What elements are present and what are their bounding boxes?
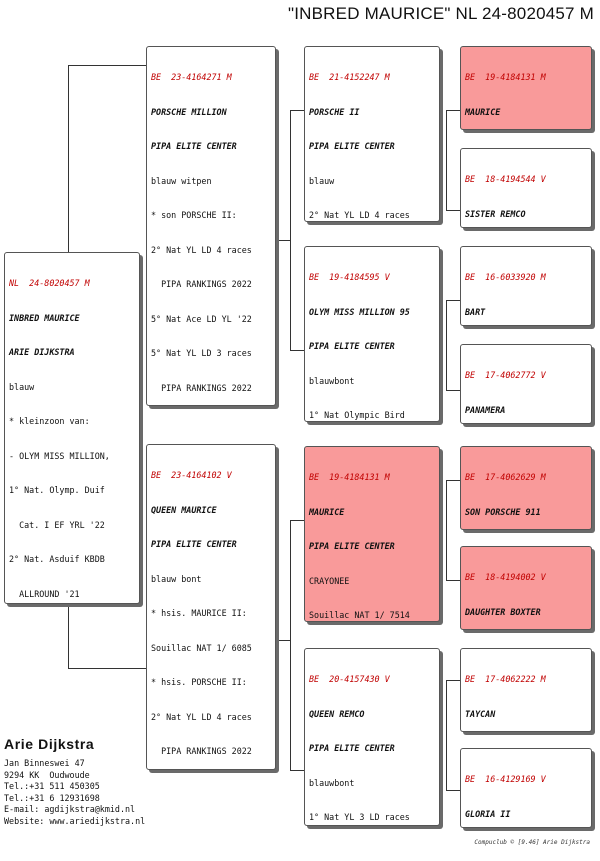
- owner-phone: Tel.:+31 511 450305: [4, 781, 100, 792]
- owner-address: Jan Binneswei 47: [4, 758, 85, 768]
- owner-website[interactable]: Website: www.ariedijkstra.nl: [4, 815, 146, 826]
- pedigree-card-fmm[interactable]: [460, 344, 592, 424]
- ring-number: NL 24-8020457 M: [9, 278, 90, 288]
- connector-line: [446, 580, 460, 581]
- info-line: * hsis. PORSCHE II:: [151, 677, 247, 687]
- pigeon-name: MAURICE: [309, 506, 345, 517]
- breeder-name: PIPA ELITE CENTER: [309, 341, 395, 351]
- connector-line: [446, 110, 460, 111]
- pigeon-name: QUEEN MAURICE: [151, 504, 217, 515]
- info-line: Cat. I EF YRL '22: [9, 519, 105, 530]
- pedigree-card-ffm[interactable]: [460, 148, 592, 228]
- owner-name: Arie Dijkstra: [4, 736, 95, 752]
- pigeon-name: OLYM MISS MILLION 95: [309, 306, 410, 317]
- connector-line: [446, 300, 460, 301]
- pigeon-name: TAYCAN: [465, 708, 496, 719]
- connector-line: [276, 640, 290, 641]
- connector-line: [446, 480, 447, 580]
- ring-number: BE 19-4184131 M: [465, 72, 546, 82]
- breeder-name: ARIE DIJKSTRA: [9, 347, 75, 357]
- ring-number: BE 16-4129169 V: [465, 774, 546, 784]
- info-line: blauwbont: [309, 777, 355, 788]
- info-line: PIPA RANKINGS 2022: [151, 746, 252, 756]
- connector-line: [68, 65, 69, 255]
- connector-line: [68, 668, 146, 669]
- pedigree-card-mmf[interactable]: [460, 648, 592, 732]
- pigeon-name: QUEEN REMCO: [309, 708, 365, 719]
- info-line: 2° Nat. Asduif KBDB: [9, 554, 105, 564]
- info-line: blauwbont: [309, 375, 355, 386]
- info-line: * kleinzoon van:: [9, 416, 90, 426]
- connector-line: [446, 680, 447, 790]
- info-line: * hsis. MAURICE II:: [151, 608, 247, 618]
- pedigree-card-subject[interactable]: [4, 252, 140, 604]
- info-line: 1° Nat Olympic Bird: [309, 410, 405, 420]
- connector-line: [446, 110, 447, 210]
- ring-number: BE 17-4062629 M: [465, 472, 546, 482]
- connector-line: [68, 65, 146, 66]
- pigeon-name: DAUGHTER BOXTER: [465, 606, 541, 617]
- pedigree-card-mm[interactable]: [304, 648, 440, 826]
- info-line: 5° Nat Ace LD YL '22: [151, 313, 252, 324]
- pedigree-card-mfm[interactable]: [460, 546, 592, 630]
- pedigree-card-mmm[interactable]: [460, 748, 592, 828]
- connector-line: [446, 390, 460, 391]
- ring-number: BE 17-4062772 V: [465, 370, 546, 380]
- ring-number: BE 18-4194002 V: [465, 572, 546, 582]
- pigeon-name: GLORIA II: [465, 808, 511, 819]
- pigeon-name: INBRED MAURICE: [9, 312, 80, 323]
- connector-line: [446, 790, 460, 791]
- ring-number: BE 16-6033920 M: [465, 272, 546, 282]
- breeder-name: PIPA ELITE CENTER: [309, 141, 395, 151]
- info-line: PIPA RANKINGS 2022: [151, 279, 252, 289]
- pedigree-card-ff[interactable]: [304, 46, 440, 222]
- pigeon-name: MAURICE: [465, 106, 501, 117]
- connector-line: [446, 210, 460, 211]
- info-line: * son PORSCHE II:: [151, 210, 237, 220]
- pedigree-card-fmf[interactable]: [460, 246, 592, 326]
- pedigree-card-mf[interactable]: [304, 446, 440, 622]
- pigeon-name: BART: [465, 306, 486, 317]
- page-title: "INBRED MAURICE" NL 24-8020457 M: [288, 4, 594, 23]
- owner-mobile: Tel.:+31 6 12931698: [4, 792, 100, 803]
- ring-number: BE 23-4164102 V: [151, 470, 232, 480]
- pigeon-name: PORSCHE II: [309, 106, 360, 117]
- info-line: blauw: [9, 381, 35, 392]
- ring-number: BE 18-4194544 V: [465, 174, 546, 184]
- pedigree-card-mother[interactable]: [146, 444, 276, 770]
- pigeon-name: SON PORSCHE 911: [465, 506, 541, 517]
- ring-number: BE 21-4152247 M: [309, 72, 390, 82]
- ring-number: BE 17-4062222 M: [465, 674, 546, 684]
- connector-line: [290, 110, 304, 111]
- ring-number: BE 20-4157430 V: [309, 674, 390, 684]
- info-line: blauw bont: [151, 573, 202, 584]
- info-line: 1° Nat YL 3 LD races: [309, 812, 410, 822]
- info-line: Souillac NAT 1/ 6085: [151, 642, 252, 653]
- connector-line: [290, 520, 291, 770]
- connector-line: [290, 110, 291, 350]
- pigeon-name: SISTER REMCO: [465, 208, 526, 219]
- footer-credit: Compuclub © [9.46] Arie Dijkstra: [474, 839, 590, 846]
- ring-number: BE 19-4184131 M: [309, 472, 390, 482]
- pigeon-name: PANAMERA: [465, 404, 506, 415]
- info-line: blauw witpen: [151, 175, 212, 186]
- breeder-name: PIPA ELITE CENTER: [309, 541, 395, 551]
- ring-number: BE 23-4164271 M: [151, 72, 232, 82]
- connector-line: [290, 770, 304, 771]
- connector-line: [290, 520, 304, 521]
- owner-email[interactable]: E-mail: agdijkstra@kmid.nl: [4, 804, 136, 815]
- pedigree-card-fff[interactable]: [460, 46, 592, 130]
- owner-block: [4, 736, 204, 828]
- info-line: ALLROUND '21: [9, 588, 80, 599]
- pedigree-card-fm[interactable]: [304, 246, 440, 422]
- info-line: 2° Nat YL LD 4 races: [151, 711, 252, 722]
- connector-line: [290, 350, 304, 351]
- owner-postcode: 9294 KK Oudwoude: [4, 769, 90, 780]
- info-line: 2° Nat YL LD 4 races: [309, 210, 410, 220]
- breeder-name: PIPA ELITE CENTER: [151, 141, 237, 151]
- pedigree-card-mff[interactable]: [460, 446, 592, 530]
- ring-number: BE 19-4184595 V: [309, 272, 390, 282]
- connector-line: [446, 680, 460, 681]
- info-line: blauw: [309, 175, 335, 186]
- info-line: - OLYM MISS MILLION,: [9, 450, 110, 461]
- connector-line: [446, 300, 447, 390]
- breeder-name: PIPA ELITE CENTER: [151, 539, 237, 549]
- info-line: CRAYONEE: [309, 575, 350, 586]
- info-line: 2° Nat YL LD 4 races: [151, 244, 252, 255]
- connector-line: [276, 240, 290, 241]
- connector-line: [446, 480, 460, 481]
- breeder-name: PIPA ELITE CENTER: [309, 743, 395, 753]
- pigeon-name: PORSCHE MILLION: [151, 106, 227, 117]
- pedigree-card-father[interactable]: [146, 46, 276, 406]
- info-line: PIPA RANKINGS 2022: [151, 382, 252, 393]
- connector-line: [68, 605, 69, 668]
- info-line: 5° Nat YL LD 3 races: [151, 348, 252, 358]
- info-line: Souillac NAT 1/ 7514: [309, 610, 410, 620]
- info-line: 1° Nat. Olymp. Duif: [9, 485, 105, 495]
